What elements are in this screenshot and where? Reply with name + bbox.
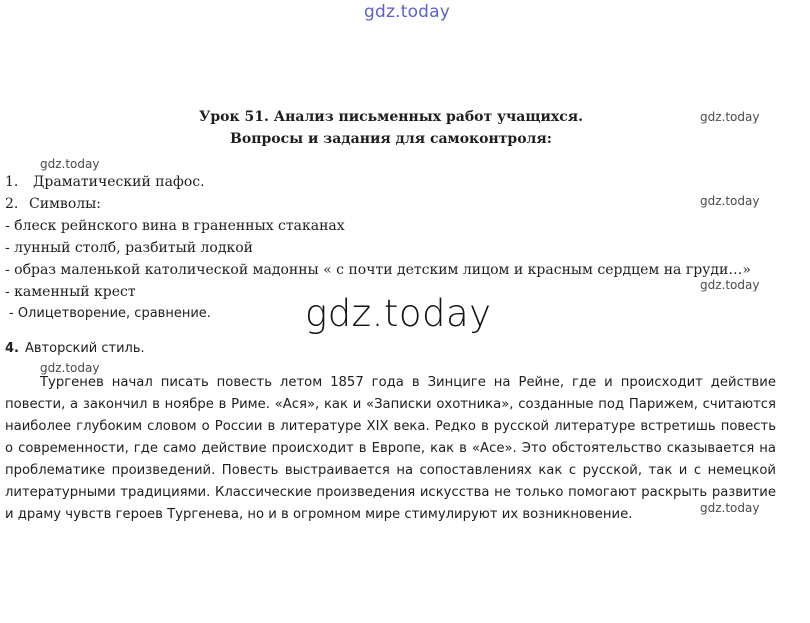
item-4	[5, 341, 145, 356]
lesson-subtitle: Вопросы и задания для самоконтроля:	[230, 131, 552, 147]
symbol-item: - образ маленькой католической мадонны « с почти детским лицом и красным сердцем на груди…»	[5, 262, 751, 278]
item-1-number: 1.	[5, 174, 19, 190]
watermark-right-2: gdz.today	[700, 194, 760, 208]
item-4-number: 4.	[5, 341, 19, 356]
watermark-top: gdz.today	[364, 2, 451, 22]
item-2-text: Символы:	[29, 196, 101, 212]
watermark-right-4: gdz.today	[700, 501, 760, 515]
symbol-item: - блеск рейнского вина в граненных стаканах	[5, 218, 345, 234]
devices-line: - Олицетворение, сравнение.	[9, 306, 211, 321]
item-1-text: Драматический пафос.	[33, 174, 205, 190]
watermark-left-2: gdz.today	[40, 361, 100, 375]
item-1	[5, 174, 205, 190]
item-4-text: Авторский стиль.	[24, 341, 145, 356]
watermark-center-large: gdz.today	[305, 292, 492, 335]
watermark-right-1: gdz.today	[700, 110, 760, 124]
item-2	[5, 196, 101, 212]
watermark-right-3: gdz.today	[700, 278, 760, 292]
symbol-item: - лунный столб, разбитый лодкой	[5, 240, 253, 256]
body-paragraph: Тургенев начал писать повесть летом 1857 года в Зинциге на Рейне, где и происходит действие повести, а закончил в ноябре в Риме. «Ася», как и «Записки охотника», созданные под Парижем, считаются наиболее глубоким словом о России в литературе XIX века. Редко в русской литературе встретишь повесть о современности, где само действие происходит в Европе, как в «Асе». Это обстоятельство сказывается на проблематике произведений. Повесть выстраивается на сопоставлениях как с русской, так и с немецкой литературными традициями. Классические произведения искусства не только помогают раскрыть развитие и драму чувств героев Тургенева, но и в огромном мире стимулируют их возникновение.	[5, 375, 776, 522]
lesson-title: Урок 51. Анализ письменных работ учащихся.	[199, 109, 583, 125]
watermark-left-1: gdz.today	[40, 157, 100, 171]
item-2-number: 2.	[5, 196, 19, 212]
symbol-item: - каменный крест	[5, 284, 136, 300]
